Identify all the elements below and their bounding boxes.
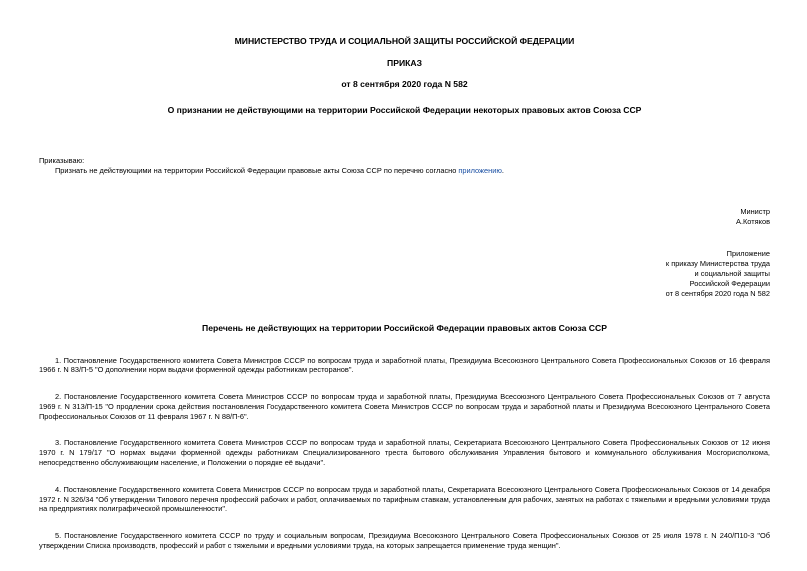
- appendix-note: [39, 249, 770, 298]
- order-word: Приказываю:: [39, 156, 85, 166]
- list-item: 2. Постановление Государственного комитета Совета Министров СССР по вопросам труда и заработной платы, Президиума Всесоюзного Центрального Совета Профессиональных Союзов от 7 августа 1969 г. N 313/П-15 "О продлении срока действия постановления Государственного комитета Совета Министров СССР по вопросам труда и заработной платы и Президиума Всесоюзного Центрального Совета Профессиональных Союзов от 11 февраля 1967 г. N 88/П-6".: [39, 392, 770, 421]
- list-item: 3. Постановление Государственного комитета Совета Министров СССР по вопросам труда и заработной платы, Секретариата Всесоюзного Центрального Совета Профессиональных Союзов от 12 июня 1970 г. N 179/17 "О нормах выдачи форменной одежды работникам Специализированного треста бытового обслуживания Управления бытового и коммунального обслуживания Мосгорисполкома, непосредственно обслуживающим население, и Положении о порядке её выдачи".: [39, 438, 770, 467]
- list-title: Перечень не действующих на территории Российской Федерации правовых актов Союза ССР: [202, 323, 607, 334]
- signature-block: [39, 207, 770, 227]
- appendix-line: от 8 сентября 2020 года N 582: [665, 288, 770, 298]
- signer-name: А.Котяков: [736, 216, 770, 226]
- appendix-link[interactable]: приложению: [458, 166, 502, 176]
- appendix-line: Российской Федерации: [689, 278, 770, 288]
- list-item: 5. Постановление Государственного комитета СССР по труду и социальным вопросам, Президиума Всесоюзного Центрального Совета Профессиональных Союзов от 25 июля 1978 г. N 240/П10-3 "Об утверждении Списка производств, профессий и работ с тяжелыми и вредными условиями труда, на которых запрещается применение труда женщин".: [39, 531, 770, 550]
- list-item: 1. Постановление Государственного комитета Совета Министров СССР по вопросам труда и заработной платы, Президиума Всесоюзного Центрального Совета Профессиональных Союзов от 16 февраля 1966 г. N 83/П-5 "О дополнении норм выдачи форменной одежды работникам ресторанов".: [39, 355, 770, 375]
- order-text-before: Признать не действующими на территории Российской Федерации правовые акты Союза ССР по перечню согласно: [55, 166, 459, 176]
- order-body: [39, 156, 770, 176]
- document-type: ПРИКАЗ: [387, 58, 422, 69]
- order-title: О признании не действующими на территории Российской Федерации некоторых правовых актов Союза ССР: [167, 105, 642, 116]
- appendix-line: Приложение: [726, 249, 770, 259]
- list-item: 4. Постановление Государственного комитета Совета Министров СССР по вопросам труда и заработной платы, Секретариата Всесоюзного Центрального Совета Профессиональных Союзов от 14 декабря 1972 г. N 326/34 "Об утверждении Типового перечня профессий рабочих и работ, оплачиваемых по тарифным ставкам, установленным для рабочих, занятых на работах с тяжелыми и вредными условиями труда на предприятиях полиграфической промышленности".: [39, 484, 770, 514]
- signer-position: Министр: [740, 206, 770, 216]
- ministry-heading: МИНИСТЕРСТВО ТРУДА И СОЦИАЛЬНОЙ ЗАЩИТЫ РОССИЙСКОЙ ФЕДЕРАЦИИ: [234, 36, 575, 46]
- appendix-line: и социальной защиты: [694, 268, 770, 278]
- order-text: [39, 166, 770, 176]
- acts-list: [39, 356, 770, 551]
- order-date-number: от 8 сентября 2020 года N 582: [341, 78, 468, 89]
- order-text-after: .: [501, 166, 504, 176]
- appendix-line: к приказу Министерства труда: [665, 259, 770, 269]
